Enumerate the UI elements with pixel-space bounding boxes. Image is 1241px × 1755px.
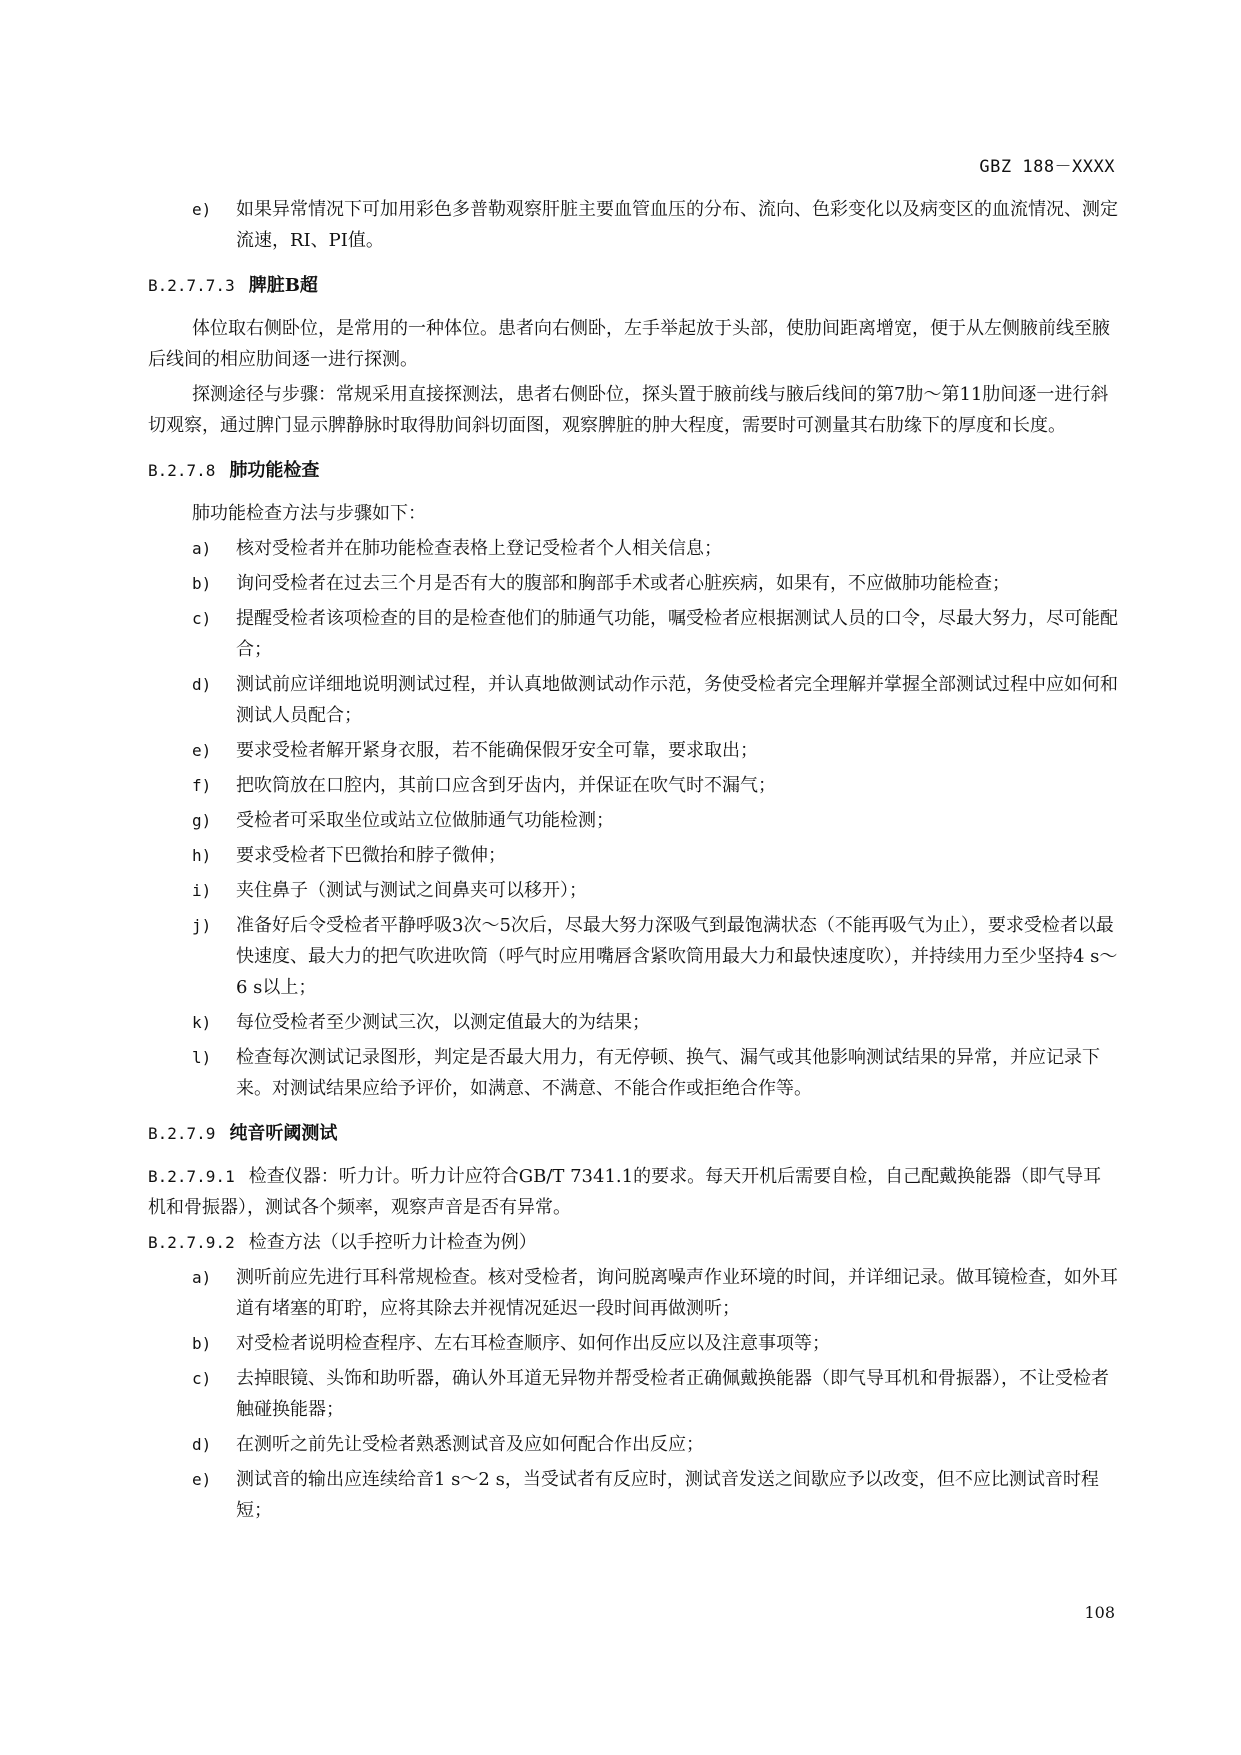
page-content — [148, 194, 1118, 1530]
item-label: b) — [192, 574, 212, 593]
item-text: 如果异常情况下可加用彩色多普勒观察肝脏主要血管血压的分布、流向、色彩变化以及病变区的血流情况、测定流速，RI、PI值。 — [236, 199, 1118, 251]
list-item — [148, 568, 1118, 599]
item-label: a) — [192, 539, 212, 558]
list-item — [148, 735, 1118, 766]
item-text: 受检者可采取坐位或站立位做肺通气功能检测； — [236, 810, 614, 831]
item-text: 每位受检者至少测试三次，以测定值最大的为结果； — [236, 1012, 650, 1033]
item-label: i) — [192, 881, 212, 900]
section-title: 肺功能检查 — [229, 460, 320, 481]
section-heading-lung — [148, 455, 1118, 486]
list-item — [148, 840, 1118, 871]
section-number: B.2.7.8 — [148, 461, 216, 480]
item-text: 测听前应先进行耳科常规检查。核对受检者，询问脱离噪声作业环境的时间，并详细记录。做耳镜检查，如外耳道有堵塞的耵聍，应将其除去并视情况延迟一段时间再做测听； — [236, 1267, 1118, 1319]
item-label: c) — [192, 609, 212, 628]
list-item — [148, 1007, 1118, 1038]
hearing-steps-list — [148, 1262, 1118, 1526]
list-item — [148, 1042, 1118, 1104]
item-text: 测试前应详细地说明测试过程，并认真地做测试动作示范，务使受检者完全理解并掌握全部测试过程中应如何和测试人员配合； — [236, 674, 1118, 726]
item-label: f) — [192, 776, 212, 795]
list-item — [148, 1429, 1118, 1460]
page-number: 108 — [1084, 1603, 1115, 1622]
list-item — [148, 1262, 1118, 1324]
item-label: h) — [192, 846, 212, 865]
item-label: k) — [192, 1013, 212, 1032]
item-label: e) — [192, 741, 212, 760]
paragraph: 体位取右侧卧位，是常用的一种体位。患者向右侧卧，左手举起放于头部，使肋间距离增宽，便于从左侧腋前线至腋后线间的相应肋间逐一进行探测。 — [148, 318, 1110, 370]
document-code: GBZ 188－XXXX — [979, 157, 1115, 177]
item-text: 核对受检者并在肺功能检查表格上登记受检者个人相关信息； — [236, 538, 722, 559]
section-title: 脾脏B超 — [248, 275, 318, 296]
item-label: a) — [192, 1268, 212, 1287]
clause — [148, 1161, 1118, 1223]
item-text: 要求受检者下巴微抬和脖子微伸； — [236, 845, 506, 866]
item-text: 把吹筒放在口腔内，其前口应含到牙齿内，并保证在吹气时不漏气； — [236, 775, 776, 796]
item-text: 去掉眼镜、头饰和助听器，确认外耳道无异物并帮受检者正确佩戴换能器（即气导耳机和骨振器），不让受检者触碰换能器； — [236, 1368, 1109, 1420]
item-text: 对受检者说明检查程序、左右耳检查顺序、如何作出反应以及注意事项等； — [236, 1333, 830, 1354]
item-label: g) — [192, 811, 212, 830]
item-text: 检查每次测试记录图形，判定是否最大用力，有无停顿、换气、漏气或其他影响测试结果的异常，并应记录下来。对测试结果应给予评价，如满意、不满意、不能合作或拒绝合作等。 — [236, 1047, 1100, 1099]
item-text: 准备好后令受检者平静呼吸3次～5次后，尽最大努力深吸气到最饱满状态（不能再吸气为止），要求受检者以最快速度、最大力的把气吹进吹筒（呼气时应用嘴唇含紧吹筒用最大力和最快速度吹），并持续用力至少坚持4 s～6 s以上； — [236, 915, 1118, 998]
list-item — [148, 1464, 1118, 1526]
item-label: c) — [192, 1369, 212, 1388]
list-item — [148, 533, 1118, 564]
item-label: d) — [192, 1435, 212, 1454]
clause — [148, 1227, 1118, 1258]
list-item — [148, 1328, 1118, 1359]
list-item — [148, 805, 1118, 836]
item-text: 询问受检者在过去三个月是否有大的腹部和胸部手术或者心脏疾病，如果有，不应做肺功能检查； — [236, 573, 1010, 594]
list-item — [148, 603, 1118, 665]
item-label: j) — [192, 916, 212, 935]
item-text: 要求受检者解开紧身衣服，若不能确保假牙安全可靠，要求取出； — [236, 740, 758, 761]
item-label: b) — [192, 1334, 212, 1353]
item-text: 提醒受检者该项检查的目的是检查他们的肺通气功能，嘱受检者应根据测试人员的口令，尽最大努力，尽可能配合； — [236, 608, 1118, 660]
clause-number: B.2.7.9.1 — [148, 1167, 235, 1186]
list-item — [148, 194, 1118, 256]
item-text: 夹住鼻子（测试与测试之间鼻夹可以移开）； — [236, 880, 587, 901]
clause-text: 检查仪器：听力计。听力计应符合GB/T 7341.1的要求。每天开机后需要自检，自己配戴换能器（即气导耳机和骨振器），测试各个频率，观察声音是否有异常。 — [148, 1166, 1102, 1218]
item-label: e) — [192, 200, 212, 219]
item-text: 在测听之前先让受检者熟悉测试音及应如何配合作出反应； — [236, 1434, 704, 1455]
item-label: e) — [192, 1470, 212, 1489]
item-label: l) — [192, 1048, 212, 1067]
item-label: d) — [192, 675, 212, 694]
clause-text: 检查方法（以手控听力计检查为例） — [248, 1232, 537, 1253]
item-text: 测试音的输出应连续给音1 s～2 s，当受试者有反应时，测试音发送之间歇应予以改变，但不应比测试音时程短； — [236, 1469, 1099, 1521]
list-item — [148, 910, 1118, 1003]
section-number: B.2.7.9 — [148, 1124, 216, 1143]
list-item — [148, 669, 1118, 731]
section-number: B.2.7.7.3 — [148, 276, 235, 295]
list-item — [148, 1363, 1118, 1425]
list-item — [148, 875, 1118, 906]
paragraph: 肺功能检查方法与步骤如下： — [192, 503, 426, 524]
section-title: 纯音听阈测试 — [229, 1123, 338, 1144]
lung-steps-list — [148, 533, 1118, 1104]
section-heading-spleen — [148, 270, 1118, 301]
section-heading-hearing — [148, 1118, 1118, 1149]
clause-number: B.2.7.9.2 — [148, 1233, 235, 1252]
list-item — [148, 770, 1118, 801]
paragraph: 探测途径与步骤：常规采用直接探测法，患者右侧卧位，探头置于腋前线与腋后线间的第7肋～第11肋间逐一进行斜切观察，通过脾门显示脾静脉时取得肋间斜切面图，观察脾脏的肿大程度，需要时可测量其右肋缘下的厚度和长度。 — [148, 384, 1109, 436]
